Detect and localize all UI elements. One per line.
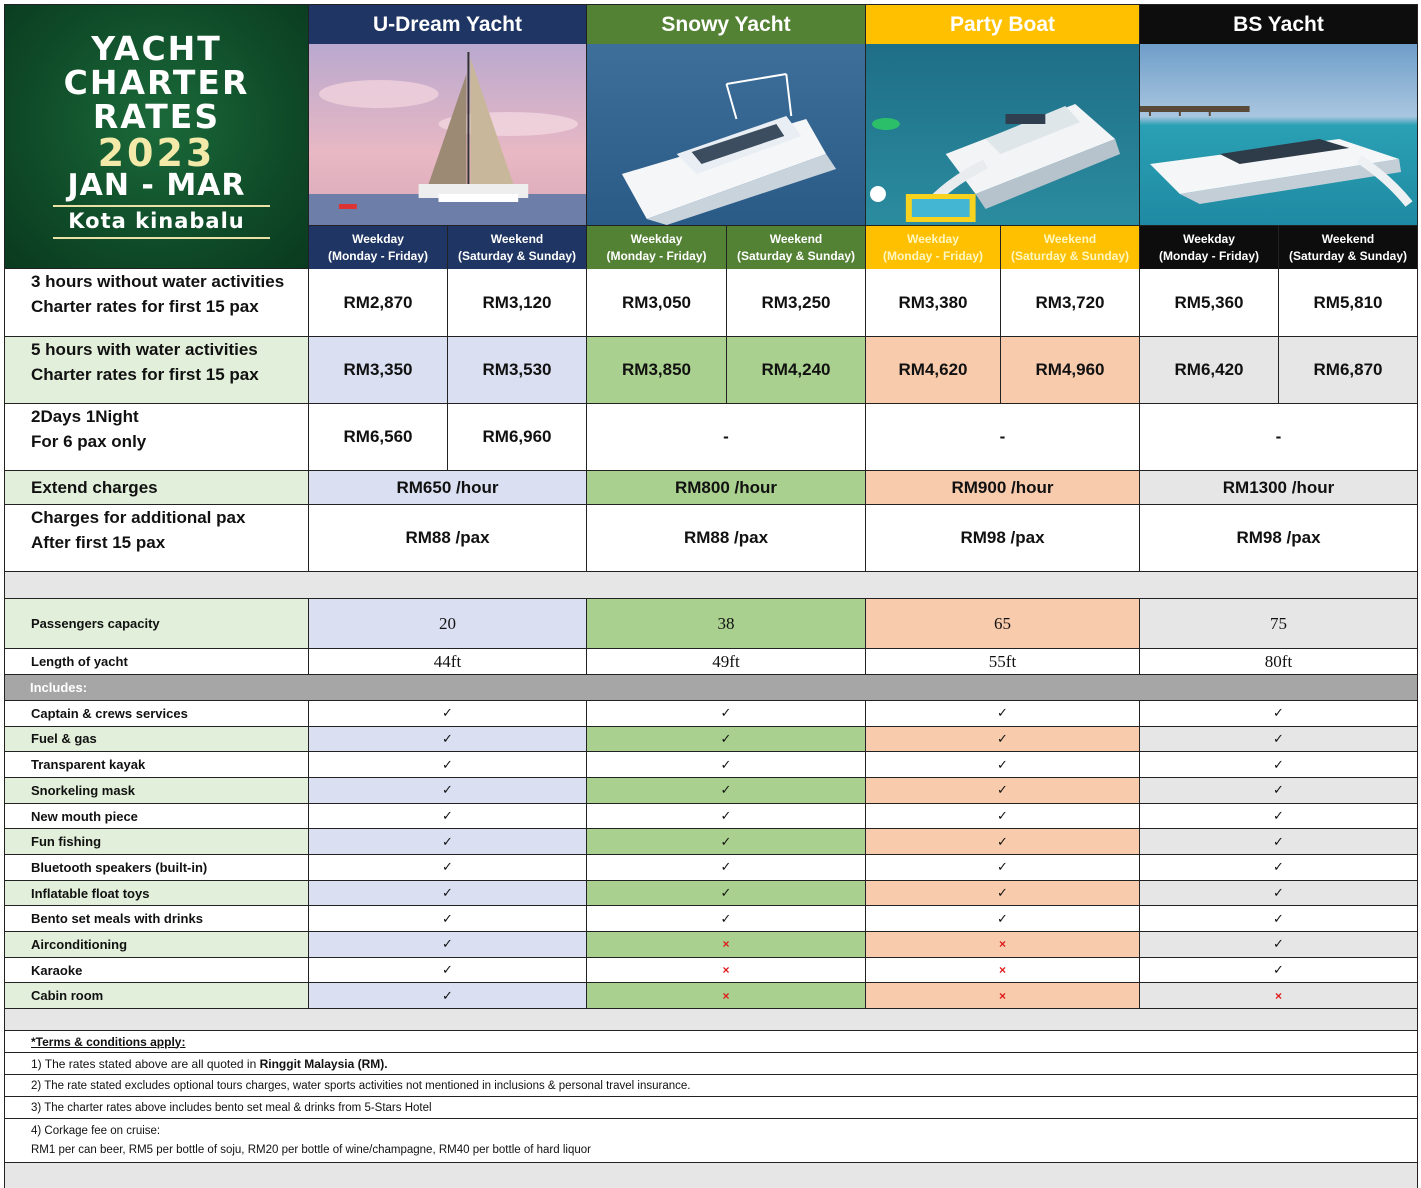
check-icon-cell: [309, 829, 587, 854]
rate-cell: RM4,960: [1001, 337, 1140, 403]
check-icon: ✓: [997, 756, 1008, 772]
title-line-1: YACHT: [91, 29, 222, 68]
cross-icon: ×: [998, 963, 1006, 978]
check-icon: ✓: [720, 730, 732, 746]
check-icon: ✓: [442, 885, 453, 901]
row-2days-label-2: For 6 pax only: [31, 432, 147, 451]
weekend-label: Weekend: [490, 231, 544, 246]
weekday-range: (Monday - Friday): [606, 248, 707, 263]
row-additional-pax-label: [4, 505, 309, 571]
check-icon: ✓: [997, 782, 1008, 798]
row-5-hours: [4, 337, 1418, 404]
check-icon-cell: [309, 855, 587, 880]
check-icon: ✓: [720, 833, 732, 849]
rate-cell: RM4,620: [866, 337, 1001, 403]
check-icon-cell: [1140, 881, 1418, 906]
include-label: Snorkeling mask: [4, 778, 309, 803]
include-row: [4, 906, 1418, 932]
check-icon-cell: [1140, 804, 1418, 829]
include-label: Cabin room: [4, 983, 309, 1008]
cross-icon-cell: [866, 958, 1140, 983]
term-1-currency: Ringgit Malaysia (RM).: [259, 1056, 388, 1071]
rate-cell: RM6,870: [1279, 337, 1418, 403]
check-icon-cell: [1140, 932, 1418, 957]
weekday-header: [309, 225, 448, 269]
rate-cell: RM3,050: [587, 269, 727, 336]
weekday-range: (Monday - Friday): [1158, 248, 1259, 263]
check-icon-cell: [309, 778, 587, 803]
check-icon: ✓: [720, 859, 732, 875]
check-icon: ✓: [1273, 756, 1284, 772]
weekend-label: Weekend: [1043, 231, 1097, 246]
rate-cell: RM900 /hour: [866, 471, 1140, 504]
rate-cell: RM650 /hour: [309, 471, 587, 504]
check-icon-cell: [1140, 752, 1418, 777]
rate-cell: RM88 /pax: [587, 505, 866, 571]
includes-label: Includes:: [30, 680, 88, 695]
check-icon-cell: [309, 983, 587, 1008]
yacht-photo: [866, 44, 1140, 225]
spec-cell: 80ft: [1140, 649, 1418, 674]
check-icon-cell: [587, 752, 866, 777]
include-label: Fun fishing: [4, 829, 309, 854]
include-label: Bento set meals with drinks: [4, 906, 309, 931]
check-icon-cell: [866, 701, 1140, 726]
cross-icon: ×: [722, 963, 730, 978]
rate-cell: RM3,120: [448, 269, 587, 336]
check-icon: ✓: [1273, 730, 1284, 746]
rate-cell: RM6,560: [309, 404, 448, 470]
row-additional-pax: [4, 505, 1418, 572]
yacht-photo: [587, 44, 866, 225]
check-icon-cell: [866, 881, 1140, 906]
weekend-range: (Saturday & Sunday): [1010, 248, 1130, 263]
check-icon: ✓: [442, 910, 453, 926]
rate-cell: RM800 /hour: [587, 471, 866, 504]
check-icon: ✓: [442, 833, 453, 849]
check-icon-cell: [866, 906, 1140, 931]
weekend-range: (Saturday & Sunday): [457, 248, 577, 263]
check-icon: ✓: [1273, 885, 1284, 901]
check-icon-cell: [309, 932, 587, 957]
check-icon-cell: [309, 701, 587, 726]
check-icon-cell: [866, 752, 1140, 777]
check-icon-cell: [1140, 778, 1418, 803]
spec-cell: 38: [587, 599, 866, 648]
row-3-hours-label-2: Charter rates for first 15 pax: [31, 297, 259, 316]
check-icon: ✓: [442, 705, 453, 721]
term-4: [5, 1119, 1205, 1162]
weekend-label: Weekend: [769, 231, 823, 246]
row-length-label: Length of yacht: [4, 649, 309, 674]
check-icon: ✓: [1273, 936, 1284, 952]
check-icon: ✓: [997, 859, 1008, 875]
term-1-text: 1) The rates stated above are all quoted in: [31, 1056, 260, 1071]
yacht-name: Party Boat: [866, 4, 1140, 44]
terms-heading: *Terms & conditions apply:: [31, 1034, 186, 1049]
cross-icon-cell: [587, 983, 866, 1008]
include-label: Karaoke: [4, 958, 309, 983]
title-line-2: CHARTER: [63, 63, 250, 102]
weekend-header: [448, 225, 587, 269]
rate-cell: RM6,420: [1140, 337, 1279, 403]
include-label: Transparent kayak: [4, 752, 309, 777]
row-additional-pax-label-1: Charges for additional pax: [31, 508, 246, 527]
cross-icon-cell: [866, 983, 1140, 1008]
check-icon: ✓: [442, 936, 453, 952]
include-row: [4, 701, 1418, 727]
cross-icon-cell: [587, 932, 866, 957]
rate-cell: RM1300 /hour: [1140, 471, 1418, 504]
term-2: 2) The rate stated excludes optional tours charges, water sports activities not mentioned in inclusions & personal travel insurance.: [31, 1079, 691, 1092]
rate-cell-na: -: [587, 404, 866, 470]
check-icon: ✓: [997, 705, 1008, 721]
include-row: [4, 804, 1418, 830]
rate-cell-na: -: [866, 404, 1140, 470]
check-icon-cell: [309, 727, 587, 752]
check-icon-cell: [587, 701, 866, 726]
weekday-header: [587, 225, 727, 269]
term-4-detail: RM1 per can beer, RM5 per bottle of soju, RM20 per bottle of wine/champagne, RM40 per bottle of hard liquor: [31, 1143, 591, 1156]
include-label: Airconditioning: [4, 932, 309, 957]
yacht-name: Snowy Yacht: [587, 4, 866, 44]
rate-cell: RM3,380: [866, 269, 1001, 336]
check-icon-cell: [587, 881, 866, 906]
title-rule-bottom: [53, 237, 270, 239]
rate-cell: RM5,360: [1140, 269, 1279, 336]
cross-icon: ×: [722, 988, 730, 1003]
check-icon-cell: [1140, 906, 1418, 931]
check-icon: ✓: [442, 782, 453, 798]
check-icon-cell: [866, 855, 1140, 880]
rate-cell: RM3,530: [448, 337, 587, 403]
yacht-name: U-Dream Yacht: [309, 4, 587, 44]
rate-cell: RM4,240: [727, 337, 866, 403]
row-extend: [4, 471, 1418, 505]
check-icon: ✓: [442, 808, 453, 823]
title-location: Kota kinabalu: [68, 209, 245, 233]
include-row: [4, 829, 1418, 855]
check-icon-cell: [587, 778, 866, 803]
check-icon: ✓: [720, 705, 732, 721]
row-2days-label: [4, 404, 309, 470]
check-icon-cell: [309, 752, 587, 777]
row-3-hours-label-1: 3 hours without water activities: [31, 272, 285, 291]
cross-icon: ×: [1274, 988, 1282, 1003]
weekday-header: [866, 225, 1001, 269]
check-icon: ✓: [1273, 910, 1284, 926]
row-extend-label: Extend charges: [4, 471, 309, 504]
rate-cell: RM98 /pax: [866, 505, 1140, 571]
check-icon: ✓: [720, 885, 732, 901]
include-label: New mouth piece: [4, 804, 309, 829]
terms-row-4: [4, 1119, 1418, 1163]
check-icon-cell: [1140, 958, 1418, 983]
rate-cell: RM3,850: [587, 337, 727, 403]
weekday-label: Weekday: [907, 231, 959, 246]
cross-icon: ×: [722, 937, 730, 952]
check-icon: ✓: [442, 859, 453, 875]
rate-cell: RM3,720: [1001, 269, 1140, 336]
title-year: 2023: [97, 131, 216, 175]
row-5-hours-label: [4, 337, 309, 403]
check-icon-cell: [587, 906, 866, 931]
row-capacity: [4, 599, 1418, 649]
check-icon-cell: [866, 804, 1140, 829]
terms-heading-row: [4, 1031, 1418, 1053]
check-icon: ✓: [997, 808, 1008, 823]
check-icon: ✓: [997, 910, 1008, 926]
row-2days-label-1: 2Days 1Night: [31, 407, 139, 426]
check-icon-cell: [1140, 855, 1418, 880]
include-row: [4, 727, 1418, 753]
check-icon-cell: [587, 727, 866, 752]
yacht-name: BS Yacht: [1140, 4, 1418, 44]
check-icon-cell: [866, 727, 1140, 752]
title-rule-top: [53, 205, 270, 207]
weekday-range: (Monday - Friday): [327, 248, 428, 263]
row-2days: [4, 404, 1418, 471]
include-row: [4, 752, 1418, 778]
cross-icon: ×: [998, 988, 1006, 1003]
terms-row-2: [4, 1075, 1418, 1097]
check-icon: ✓: [1273, 782, 1284, 798]
rate-cell: RM5,810: [1279, 269, 1418, 336]
check-icon: ✓: [1273, 705, 1284, 721]
include-label: Captain & crews services: [4, 701, 309, 726]
spacer-row-2: [4, 1009, 1418, 1031]
yacht-photo: [309, 44, 587, 225]
check-icon: ✓: [1273, 808, 1284, 823]
includes-header: [4, 675, 1418, 701]
cross-icon-cell: [1140, 983, 1418, 1008]
terms-row-3: [4, 1097, 1418, 1119]
check-icon-cell: [866, 778, 1140, 803]
check-icon-cell: [587, 829, 866, 854]
cross-icon-cell: [866, 932, 1140, 957]
title-period: JAN - MAR: [67, 168, 246, 203]
check-icon-cell: [587, 804, 866, 829]
weekday-header: [1140, 225, 1279, 269]
check-icon: ✓: [1273, 962, 1284, 978]
check-icon-cell: [309, 804, 587, 829]
row-additional-pax-label-2: After first 15 pax: [31, 533, 166, 552]
check-icon: ✓: [442, 730, 453, 746]
check-icon-cell: [1140, 727, 1418, 752]
check-icon: ✓: [442, 962, 453, 978]
weekend-header: [1279, 225, 1418, 269]
rate-cell: RM3,250: [727, 269, 866, 336]
include-row: [4, 855, 1418, 881]
terms-row-1: [4, 1053, 1418, 1075]
weekend-header: [1001, 225, 1140, 269]
check-icon: ✓: [997, 885, 1008, 901]
row-5-hours-label-1: 5 hours with water activities: [31, 340, 258, 359]
rate-cell-na: -: [1140, 404, 1418, 470]
check-icon: ✓: [720, 808, 732, 823]
include-label: Fuel & gas: [4, 727, 309, 752]
check-icon: ✓: [720, 910, 732, 926]
check-icon-cell: [866, 829, 1140, 854]
row-3-hours: [4, 269, 1418, 337]
row-3-hours-label: [4, 269, 309, 336]
spacer-row: [4, 572, 1418, 599]
spec-cell: 49ft: [587, 649, 866, 674]
yacht-photo: [1140, 44, 1418, 225]
check-icon: ✓: [442, 987, 453, 1003]
weekday-label: Weekday: [630, 231, 683, 246]
check-icon: ✓: [1273, 859, 1284, 875]
rate-cell: RM6,960: [448, 404, 587, 470]
check-icon: ✓: [720, 756, 732, 772]
check-icon: ✓: [442, 756, 453, 772]
weekend-label: Weekend: [1321, 231, 1375, 246]
weekend-header: [727, 225, 866, 269]
check-icon-cell: [309, 958, 587, 983]
include-row: [4, 881, 1418, 907]
term-4-title: 4) Corkage fee on cruise:: [31, 1124, 161, 1137]
weekend-range: (Saturday & Sunday): [1288, 248, 1408, 263]
cross-icon-cell: [587, 958, 866, 983]
title-line-3: RATES: [92, 97, 221, 136]
cross-icon: ×: [998, 937, 1006, 952]
title-block: [4, 4, 309, 269]
spec-cell: 65: [866, 599, 1140, 648]
rate-cell: RM88 /pax: [309, 505, 587, 571]
include-row: [4, 958, 1418, 984]
check-icon-cell: [309, 881, 587, 906]
spec-cell: 55ft: [866, 649, 1140, 674]
spec-cell: 75: [1140, 599, 1418, 648]
check-icon-cell: [309, 906, 587, 931]
rate-cell: RM3,350: [309, 337, 448, 403]
spec-cell: 44ft: [309, 649, 587, 674]
row-length: [4, 649, 1418, 675]
check-icon-cell: [1140, 701, 1418, 726]
rate-cell: RM2,870: [309, 269, 448, 336]
rate-cell: RM98 /pax: [1140, 505, 1418, 571]
include-label: Bluetooth speakers (built-in): [4, 855, 309, 880]
check-icon: ✓: [997, 730, 1008, 746]
weekday-range: (Monday - Friday): [882, 248, 983, 263]
check-icon: ✓: [1273, 833, 1284, 849]
term-3: 3) The charter rates above includes bento set meal & drinks from 5-Stars Hotel: [31, 1101, 432, 1114]
spec-cell: 20: [309, 599, 587, 648]
term-1: [5, 1053, 1005, 1074]
spacer-row-3: [4, 1163, 1418, 1188]
row-5-hours-label-2: Charter rates for first 15 pax: [31, 365, 259, 384]
check-icon: ✓: [997, 833, 1008, 849]
weekday-label: Weekday: [1183, 231, 1235, 246]
include-row: [4, 932, 1418, 958]
row-capacity-label: Passengers capacity: [4, 599, 309, 648]
check-icon-cell: [1140, 829, 1418, 854]
weekend-range: (Saturday & Sunday): [736, 248, 856, 263]
check-icon-cell: [587, 855, 866, 880]
include-row: [4, 778, 1418, 804]
check-icon: ✓: [720, 782, 732, 798]
weekday-label: Weekday: [352, 231, 404, 246]
include-label: Inflatable float toys: [4, 881, 309, 906]
include-row: [4, 983, 1418, 1009]
